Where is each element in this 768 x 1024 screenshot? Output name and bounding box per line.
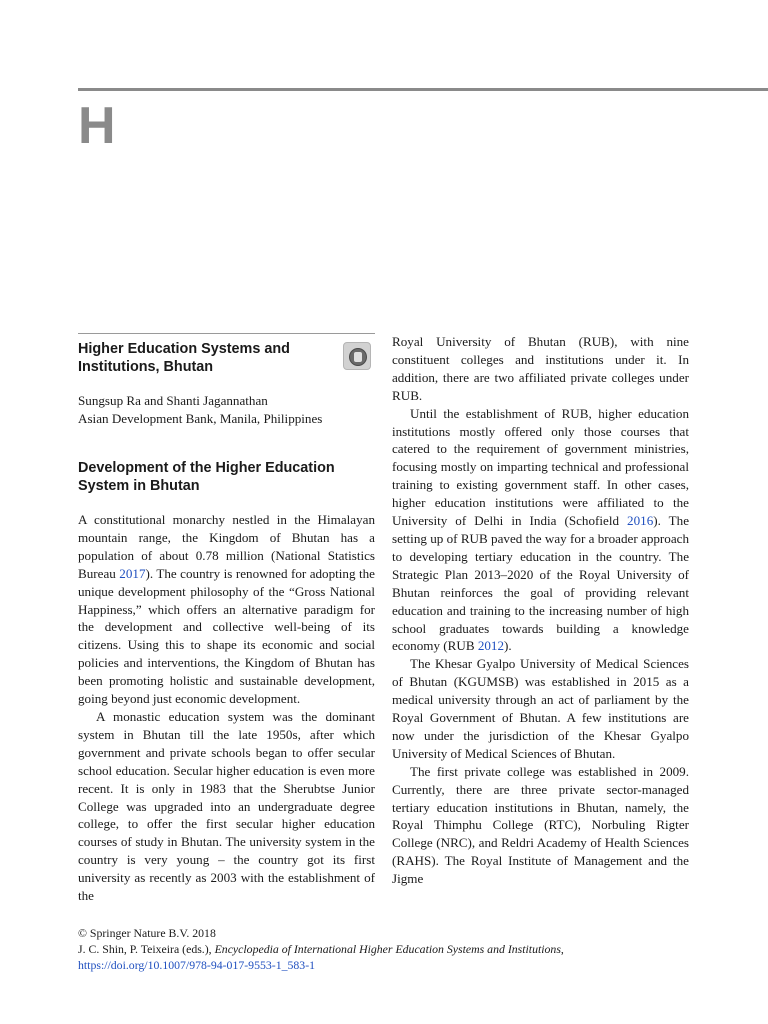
left-column xyxy=(78,333,375,905)
section-heading: Development of the Higher Education System in Bhutan xyxy=(78,460,335,494)
entry-title: Higher Education Systems and Institutions, Bhutan xyxy=(78,341,290,375)
paragraph: The first private college was established in 2009. Currently, there are three private sector-managed tertiary education institutions in Bhutan, namely, the Royal Thimphu College (RTC), Norbuling Rigter College (NRC), and Reldri Academy of Health Sciences (RAHS). The Royal Institute of Management and the Jigme xyxy=(392,763,689,887)
crossmark-icon[interactable] xyxy=(343,342,371,370)
citation-line: J. C. Shin, P. Teixeira (eds.), Encyclopedia of International Higher Education Systems and Institutions, xyxy=(78,942,564,956)
copyright-line: © Springer Nature B.V. 2018 xyxy=(78,926,216,940)
paragraph: Royal University of Bhutan (RUB), with nine constituent colleges and institutions under it. In addition, there are two affiliated private colleges under RUB. xyxy=(392,334,689,403)
doi-link[interactable]: https://doi.org/10.1007/978-94-017-9553-1_583-1 xyxy=(78,958,316,972)
author-block xyxy=(78,392,375,427)
book-title: Encyclopedia of International Higher Education Systems and Institutions xyxy=(214,942,561,956)
top-rule xyxy=(78,88,768,91)
citation-link[interactable]: 2017 xyxy=(119,565,146,581)
paragraph: The Khesar Gyalpo University of Medical Sciences of Bhutan (KGUMSB) was established in 2015 as a medical university through an act of parliament by the Royal Government of Bhutan. A few institutions are now under the jurisdiction of the Khesar Gyalpo University of Medical Sciences of Bhutan. xyxy=(392,656,689,761)
paragraph: A constitutional monarchy nestled in the Himalayan mountain range, the Kingdom of Bhutan has a population of about 0.78 million (National Statistics Bureau 2017). The country is renowned for adopting the unique development philosophy of the “Gross National Happiness,” which offers an alternative paradigm for the development and collective well-being of its citizens. Using this to shape its economic and social policies and interventions, the Kingdom of Bhutan has been promoting holistic and sustainable development, going beyond just economic development. xyxy=(78,512,375,707)
affiliation: Asian Development Bank, Manila, Philippines xyxy=(78,410,323,426)
citation-link[interactable]: 2012 xyxy=(477,638,505,654)
entry-header xyxy=(78,340,375,380)
citation-link[interactable]: 2016 xyxy=(627,513,654,529)
right-column xyxy=(392,333,689,888)
paragraph: Until the establishment of RUB, higher education institutions mostly offered only those courses that catered to the requirement of government ministries, focusing mostly on imparting technical and professional training to existing government staff. In other cases, higher education institutions were affiliated to the University of Delhi in India (Schofield 2016). The setting up of RUB paved the way for a broader approach to developing tertiary education in the country. The Strategic Plan 2013–2020 of the Royal University of Bhutan reinforces the goal of providing relevant education and training to the increasing number of high school graduates towards building a knowledge economy (RUB 2012). xyxy=(392,405,690,654)
entry-rule xyxy=(78,333,375,334)
section-letter: H xyxy=(78,97,116,155)
authors: Sungsup Ra and Shanti Jagannathan xyxy=(78,393,268,408)
footer xyxy=(78,925,678,973)
paragraph: A monastic education system was the dominant system in Bhutan till the late 1950s, after which government and private schools began to offer secular school education. Secular higher education is even more recent. It is only in 1983 that the Sherubtse Junior College was upgraded into an undergraduate degree college, to offer the first secular higher education courses of study in Bhutan. The university system in the country is very young – the country got its first university as recently as 2003 with the establishment of the xyxy=(78,708,375,904)
